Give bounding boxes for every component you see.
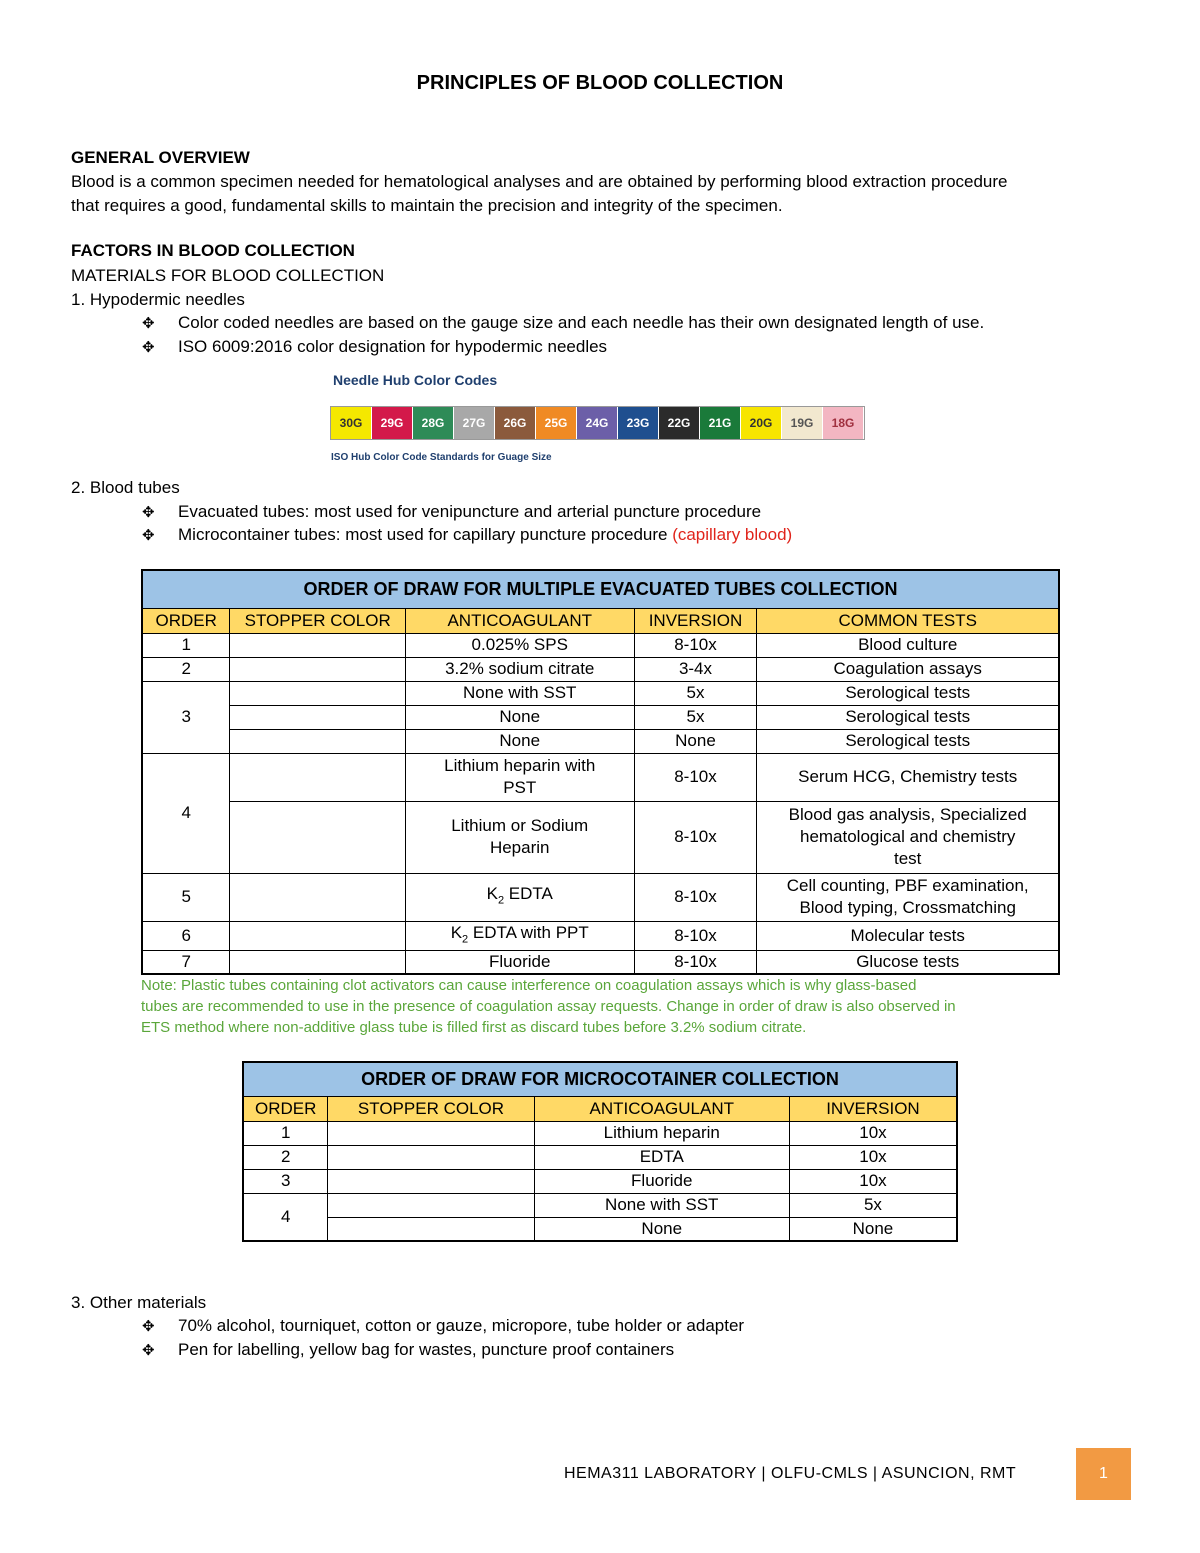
- needle-gauge-cell: 30G: [331, 407, 372, 439]
- anticoagulant-cell: [405, 921, 634, 950]
- stopper-color-cell: [230, 729, 406, 753]
- order-cell: 6: [142, 921, 230, 950]
- table-row: [142, 753, 1059, 801]
- table-row: [142, 801, 1059, 873]
- stopper-color-cell: [328, 1121, 534, 1145]
- tests-line: Blood typing, Crossmatching: [799, 898, 1016, 917]
- anticoagulant-rest: EDTA: [504, 883, 553, 903]
- list-item: [142, 335, 607, 360]
- order-cell: 7: [142, 950, 230, 974]
- inversion-cell: 10x: [789, 1121, 957, 1145]
- stopper-color-cell: [230, 633, 406, 657]
- inversion-cell: 10x: [789, 1145, 957, 1169]
- column-header: ANTICOAGULANT: [405, 608, 634, 633]
- order-cell: 4: [142, 753, 230, 873]
- tests-cell: [757, 801, 1059, 873]
- table-row: [142, 681, 1059, 705]
- needle-gauge-cell: 26G: [495, 407, 536, 439]
- stopper-color-cell: [230, 801, 406, 873]
- needle-gauge-cell: 24G: [577, 407, 618, 439]
- table-row: [142, 633, 1059, 657]
- stopper-color-cell: [230, 950, 406, 974]
- table-row: [243, 1217, 957, 1241]
- anticoagulant-line: PST: [503, 778, 537, 797]
- list-item: [142, 500, 761, 525]
- tests-cell: Serological tests: [757, 681, 1059, 705]
- table-row: [142, 921, 1059, 950]
- section-heading-overview: GENERAL OVERVIEW: [71, 148, 250, 167]
- needle-color-chart: [330, 406, 865, 440]
- anticoagulant-rest: EDTA with PPT: [468, 922, 589, 942]
- section-heading-factors: FACTORS IN BLOOD COLLECTION: [71, 241, 355, 260]
- table-row: [243, 1193, 957, 1217]
- column-header: INVERSION: [634, 608, 757, 633]
- subheading-materials: MATERIALS FOR BLOOD COLLECTION: [71, 266, 385, 285]
- order-cell: 1: [142, 633, 230, 657]
- stopper-color-cell: [328, 1169, 534, 1193]
- evacuated-tubes-table: [141, 569, 1060, 975]
- anticoagulant-cell: None: [405, 729, 634, 753]
- table-row: [243, 1145, 957, 1169]
- subscript: 2: [462, 932, 469, 945]
- stopper-color-cell: [230, 705, 406, 729]
- anticoagulant-cell: 0.025% SPS: [405, 633, 634, 657]
- column-header: STOPPER COLOR: [230, 608, 406, 633]
- column-header: INVERSION: [789, 1096, 957, 1121]
- stopper-color-cell: [328, 1217, 534, 1241]
- overview-text-line-2: that requires a good, fundamental skills to maintain the precision and integrity of the specimen.: [71, 196, 783, 215]
- tests-cell: Serological tests: [757, 705, 1059, 729]
- stopper-color-cell: [230, 921, 406, 950]
- anticoagulant-cell: 3.2% sodium citrate: [405, 657, 634, 681]
- list-item: [142, 523, 792, 548]
- stopper-color-cell: [230, 873, 406, 921]
- anticoagulant-cell: None: [405, 705, 634, 729]
- bullet-icon: ✥: [142, 339, 155, 356]
- anticoagulant-cell: [405, 801, 634, 873]
- needle-gauge-cell: 19G: [782, 407, 823, 439]
- bullet-icon: ✥: [142, 1318, 155, 1335]
- column-header: ANTICOAGULANT: [534, 1096, 789, 1121]
- bullet-text: Pen for labelling, yellow bag for wastes, puncture proof containers: [178, 1340, 675, 1359]
- inversion-cell: 8-10x: [634, 950, 757, 974]
- order-cell: 5: [142, 873, 230, 921]
- list-item-hypodermic-needles: 1. Hypodermic needles: [71, 290, 245, 309]
- order-cell: 4: [243, 1193, 328, 1241]
- column-header: COMMON TESTS: [757, 608, 1059, 633]
- column-header: STOPPER COLOR: [328, 1096, 534, 1121]
- anticoagulant-cell: None with SST: [534, 1193, 789, 1217]
- needle-gauge-cell: 18G: [823, 407, 864, 439]
- anticoagulant-cell: Fluoride: [405, 950, 634, 974]
- page-title: PRINCIPLES OF BLOOD COLLECTION: [416, 72, 784, 94]
- order-cell: 2: [142, 657, 230, 681]
- bullet-icon: ✥: [142, 527, 155, 544]
- stopper-color-cell: [328, 1145, 534, 1169]
- anticoagulant-cell: [405, 753, 634, 801]
- bullet-text: Microcontainer tubes: most used for capillary puncture procedure: [178, 525, 673, 544]
- list-item: [142, 311, 984, 336]
- table-header-row: [142, 608, 1059, 633]
- column-header: ORDER: [142, 608, 230, 633]
- tests-cell: Serum HCG, Chemistry tests: [757, 753, 1059, 801]
- bullet-text: Color coded needles are based on the gauge size and each needle has their own designated length of use.: [178, 313, 985, 332]
- note-line: Note: Plastic tubes containing clot activators can cause interference on coagulation assays which is why glass-based: [141, 977, 917, 994]
- order-cell: 2: [243, 1145, 328, 1169]
- anticoagulant-cell: None with SST: [405, 681, 634, 705]
- list-item-blood-tubes: 2. Blood tubes: [71, 478, 180, 497]
- needle-gauge-cell: 28G: [413, 407, 454, 439]
- table-row: [142, 950, 1059, 974]
- order-cell: 1: [243, 1121, 328, 1145]
- note-line: tubes are recommended to use in the presence of coagulation assay requests. Change in order of draw is also observed in: [141, 998, 956, 1015]
- needle-gauge-cell: 23G: [618, 407, 659, 439]
- anticoagulant-line: Lithium heparin with: [444, 756, 596, 775]
- tests-cell: Glucose tests: [757, 950, 1059, 974]
- table-title: ORDER OF DRAW FOR MICROCOTAINER COLLECTION: [243, 1062, 957, 1096]
- capillary-blood-note: (capillary blood): [672, 525, 793, 544]
- order-cell: 3: [142, 681, 230, 753]
- tests-cell: Molecular tests: [757, 921, 1059, 950]
- inversion-cell: 8-10x: [634, 921, 757, 950]
- inversion-cell: 8-10x: [634, 873, 757, 921]
- tests-line: hematological and chemistry: [799, 827, 1016, 846]
- footer-text: HEMA311 LABORATORY | OLFU-CMLS | ASUNCION, RMT: [564, 1465, 1017, 1482]
- table-row: [142, 873, 1059, 921]
- tests-line: Cell counting, PBF examination,: [786, 876, 1029, 895]
- inversion-cell: None: [789, 1217, 957, 1241]
- needle-gauge-cell: 20G: [741, 407, 782, 439]
- anticoagulant-cell: None: [534, 1217, 789, 1241]
- bullet-text: Evacuated tubes: most used for venipuncture and arterial puncture procedure: [178, 502, 762, 521]
- note-line: ETS method where non-additive glass tube is filled first as discard tubes before 3.2% sodium citrate.: [141, 1019, 807, 1036]
- list-item-other-materials: 3. Other materials: [71, 1293, 207, 1312]
- note-text: [141, 975, 1066, 1038]
- order-cell: 3: [243, 1169, 328, 1193]
- anticoagulant-cell: EDTA: [534, 1145, 789, 1169]
- tests-line: test: [894, 849, 922, 868]
- inversion-cell: 3-4x: [634, 657, 757, 681]
- inversion-cell: 5x: [789, 1193, 957, 1217]
- anticoagulant-cell: Fluoride: [534, 1169, 789, 1193]
- bullet-icon: ✥: [142, 504, 155, 521]
- page-number: 1: [1076, 1448, 1131, 1500]
- inversion-cell: 8-10x: [634, 753, 757, 801]
- anticoagulant-k: K: [450, 922, 463, 942]
- tests-cell: Blood culture: [757, 633, 1059, 657]
- tests-cell: [757, 873, 1059, 921]
- subscript: 2: [497, 894, 505, 907]
- microcontainer-table: [242, 1061, 958, 1242]
- stopper-color-cell: [328, 1193, 534, 1217]
- needle-gauge-cell: 21G: [700, 407, 741, 439]
- needle-chart-caption: ISO Hub Color Code Standards for Guage Size: [331, 452, 552, 463]
- anticoagulant-line: Lithium or Sodium: [451, 816, 589, 835]
- bullet-icon: ✥: [142, 1342, 155, 1359]
- bullet-icon: ✥: [142, 315, 155, 332]
- stopper-color-cell: [230, 681, 406, 705]
- needle-gauge-cell: 25G: [536, 407, 577, 439]
- table-header-row: [243, 1096, 957, 1121]
- bullet-text: ISO 6009:2016 color designation for hypodermic needles: [178, 337, 608, 356]
- column-header: ORDER: [243, 1096, 328, 1121]
- tests-line: Blood gas analysis, Specialized: [788, 805, 1027, 824]
- stopper-color-cell: [230, 657, 406, 681]
- tests-cell: Serological tests: [757, 729, 1059, 753]
- anticoagulant-k: K: [486, 883, 498, 903]
- inversion-cell: 8-10x: [634, 801, 757, 873]
- anticoagulant-cell: [405, 873, 634, 921]
- needle-chart-title: Needle Hub Color Codes: [333, 372, 498, 388]
- anticoagulant-cell: Lithium heparin: [534, 1121, 789, 1145]
- needle-gauge-cell: 29G: [372, 407, 413, 439]
- stopper-color-cell: [230, 753, 406, 801]
- table-row: [243, 1169, 957, 1193]
- list-item: [142, 1314, 744, 1339]
- table-row: [142, 705, 1059, 729]
- inversion-cell: None: [634, 729, 757, 753]
- table-row: [142, 657, 1059, 681]
- inversion-cell: 5x: [634, 681, 757, 705]
- anticoagulant-line: Heparin: [489, 838, 550, 857]
- table-row: [243, 1121, 957, 1145]
- needle-gauge-cell: 22G: [659, 407, 700, 439]
- inversion-cell: 5x: [634, 705, 757, 729]
- needle-gauge-cell: 27G: [454, 407, 495, 439]
- table-title: ORDER OF DRAW FOR MULTIPLE EVACUATED TUBES COLLECTION: [142, 570, 1059, 608]
- list-item: [142, 1338, 674, 1363]
- bullet-text: 70% alcohol, tourniquet, cotton or gauze, micropore, tube holder or adapter: [178, 1316, 745, 1335]
- tests-cell: Coagulation assays: [757, 657, 1059, 681]
- table-row: [142, 729, 1059, 753]
- inversion-cell: 10x: [789, 1169, 957, 1193]
- inversion-cell: 8-10x: [634, 633, 757, 657]
- overview-text-line-1: Blood is a common specimen needed for hematological analyses and are obtained by performing blood extraction procedure: [71, 172, 1008, 191]
